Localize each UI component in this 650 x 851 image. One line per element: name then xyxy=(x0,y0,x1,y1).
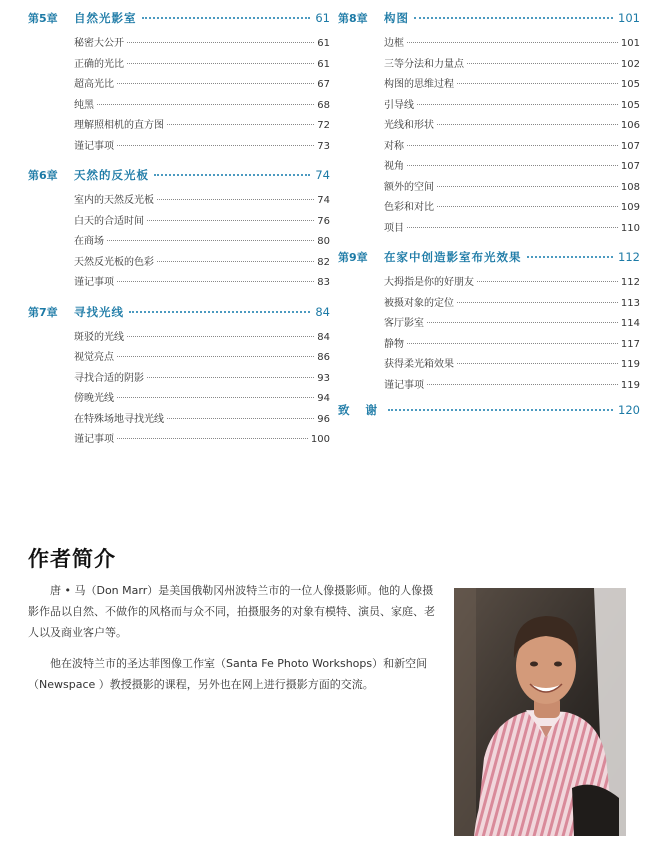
toc-item-page: 74 xyxy=(317,195,330,206)
spacer xyxy=(338,239,640,249)
toc-item-page: 67 xyxy=(317,79,330,90)
leader-dots xyxy=(147,219,314,221)
toc-item-page: 119 xyxy=(620,359,640,370)
toc-item[interactable] xyxy=(28,191,330,212)
toc-item[interactable] xyxy=(338,178,640,199)
toc-item-page: 108 xyxy=(620,181,640,193)
leader-dots xyxy=(117,355,314,357)
toc-item[interactable] xyxy=(28,253,330,274)
toc-item[interactable] xyxy=(28,430,330,451)
toc-item[interactable] xyxy=(28,116,330,137)
toc-item-label: 室内的天然反光板 xyxy=(74,195,154,206)
toc-item-page: 114 xyxy=(620,318,640,329)
toc-item-page: 106 xyxy=(620,120,640,131)
leader-dots xyxy=(167,123,314,125)
toc-item-label: 三等分法和力量点 xyxy=(384,58,464,70)
leader-dots xyxy=(527,255,614,258)
toc-item-label: 构图的思维过程 xyxy=(384,79,454,90)
toc-item[interactable] xyxy=(338,137,640,158)
leader-dots xyxy=(117,280,314,282)
leader-dots xyxy=(407,144,618,146)
leader-dots xyxy=(167,417,314,419)
chapter-number: 第5章 xyxy=(28,12,58,25)
toc-item-label: 寻找合适的阴影 xyxy=(74,372,144,384)
toc-item[interactable] xyxy=(338,294,640,315)
toc-item[interactable] xyxy=(338,157,640,178)
leader-dots xyxy=(157,198,314,200)
leader-dots xyxy=(154,173,310,176)
toc-item-page: 107 xyxy=(620,161,640,172)
toc-item-label: 对称 xyxy=(384,140,404,152)
toc-item-page: 109 xyxy=(620,202,640,213)
toc-item-label: 项目 xyxy=(384,222,404,234)
toc-item-label: 在特殊场地寻找光线 xyxy=(74,413,164,425)
leader-dots xyxy=(467,62,618,64)
toc-item[interactable] xyxy=(338,273,640,294)
leader-dots xyxy=(437,123,618,125)
chapter-title: 在家中创造影室布光效果 xyxy=(384,250,522,264)
toc-item[interactable] xyxy=(28,410,330,431)
leader-dots xyxy=(127,335,314,337)
chapter-page: 101 xyxy=(618,11,640,25)
toc-item-label: 视角 xyxy=(384,161,404,172)
about-paragraph: 他在波特兰市的圣达菲图像工作室（Santa Fe Photo Workshops）和新空间（Newspace ）教授摄影的课程，另外也在网上进行摄影方面的交流。 xyxy=(28,657,428,691)
toc-item[interactable] xyxy=(28,34,330,55)
leader-dots xyxy=(142,16,311,19)
toc-item[interactable] xyxy=(338,355,640,376)
leader-dots xyxy=(127,41,314,43)
toc-item-page: 112 xyxy=(620,277,640,288)
toc-item-page: 101 xyxy=(620,38,640,49)
toc-item-label: 秘密大公开 xyxy=(74,38,124,49)
toc-item[interactable] xyxy=(338,96,640,117)
leader-dots xyxy=(437,205,618,207)
toc-right-column xyxy=(338,10,640,423)
leader-dots xyxy=(407,342,618,344)
toc-item-label: 超高光比 xyxy=(74,79,114,90)
leader-dots xyxy=(427,383,618,385)
toc-item[interactable] xyxy=(28,389,330,410)
chapter-number: 第7章 xyxy=(28,305,58,319)
toc-item[interactable] xyxy=(338,335,640,356)
toc-item[interactable] xyxy=(338,198,640,219)
leader-dots xyxy=(157,260,314,262)
spacer xyxy=(28,294,330,304)
leader-dots xyxy=(457,301,618,303)
toc-chapter[interactable] xyxy=(28,10,330,31)
toc-item[interactable] xyxy=(28,137,330,158)
toc-item-label: 正确的光比 xyxy=(74,58,124,70)
leader-dots xyxy=(407,41,618,43)
toc-item-page: 82 xyxy=(317,256,330,268)
chapter-page: 74 xyxy=(315,168,330,182)
toc-item-label: 谨记事项 xyxy=(74,140,114,152)
toc-item[interactable] xyxy=(338,219,640,240)
toc-item-label: 大拇指是你的好朋友 xyxy=(384,277,474,288)
toc-item-label: 视觉亮点 xyxy=(74,352,114,363)
toc-item-label: 被摄对象的定位 xyxy=(384,297,454,309)
toc-item[interactable] xyxy=(28,273,330,294)
leader-dots xyxy=(127,62,314,64)
toc-item-label: 谨记事项 xyxy=(74,434,114,445)
toc-item-page: 76 xyxy=(317,215,330,227)
toc-item-page: 105 xyxy=(620,79,640,90)
toc-item-label: 在商场 xyxy=(74,236,104,247)
leader-dots xyxy=(107,239,314,241)
leader-dots xyxy=(147,376,314,378)
leader-dots xyxy=(117,144,314,146)
chapter-title: 自然光影室 xyxy=(74,11,137,25)
toc-item[interactable] xyxy=(338,55,640,76)
toc-item[interactable] xyxy=(338,116,640,137)
toc-left-column xyxy=(28,10,330,451)
leader-dots xyxy=(414,16,613,19)
toc-item-page: 107 xyxy=(620,140,640,152)
toc-item-page: 86 xyxy=(317,352,330,363)
toc-item-label: 引导线 xyxy=(384,99,414,111)
toc-item-page: 61 xyxy=(317,38,330,49)
toc-item-label: 光线和形状 xyxy=(384,120,434,131)
toc-item-label: 静物 xyxy=(384,338,404,350)
toc-item-label: 边框 xyxy=(384,38,404,49)
toc-item-label: 斑驳的光线 xyxy=(74,331,124,343)
chapter-title: 寻找光线 xyxy=(74,304,124,319)
toc-item-page: 84 xyxy=(317,331,330,343)
toc-item[interactable] xyxy=(28,96,330,117)
toc-item-page: 72 xyxy=(317,120,330,131)
toc-item[interactable] xyxy=(28,55,330,76)
spacer xyxy=(28,157,330,167)
toc-item[interactable] xyxy=(28,75,330,96)
toc-item[interactable] xyxy=(28,369,330,390)
toc-item[interactable] xyxy=(338,314,640,335)
leader-dots xyxy=(388,408,613,411)
about-heading: 作者简介 xyxy=(28,547,116,571)
leader-dots xyxy=(457,82,618,84)
leader-dots xyxy=(427,321,618,323)
leader-dots xyxy=(129,310,310,313)
toc-item-label: 天然反光板的色彩 xyxy=(74,256,154,268)
toc-item-label: 谨记事项 xyxy=(384,379,424,391)
chapter-page: 112 xyxy=(618,250,640,264)
toc-item[interactable] xyxy=(28,232,330,253)
toc-item-page: 105 xyxy=(620,99,640,111)
leader-dots xyxy=(407,164,618,166)
leader-dots xyxy=(117,437,308,439)
about-text xyxy=(28,580,438,705)
toc-item-label: 额外的空间 xyxy=(384,181,434,193)
toc-item[interactable] xyxy=(338,34,640,55)
toc-item-page: 117 xyxy=(620,338,640,350)
toc-item-label: 纯黑 xyxy=(74,99,94,111)
toc-item-page: 100 xyxy=(310,434,330,445)
toc-acknowledgements[interactable] xyxy=(338,402,640,423)
leader-dots xyxy=(97,103,314,105)
toc-item-page: 61 xyxy=(317,58,330,70)
toc-item-page: 68 xyxy=(317,99,330,111)
toc-item-label: 获得柔光箱效果 xyxy=(384,359,454,370)
toc-item-page: 80 xyxy=(317,236,330,247)
author-portrait-illustration xyxy=(454,588,626,836)
toc-item-page: 102 xyxy=(620,58,640,70)
toc-item[interactable] xyxy=(338,75,640,96)
toc-item-label: 理解照相机的直方图 xyxy=(74,120,164,131)
toc-chapter[interactable] xyxy=(338,249,640,270)
toc-item-label: 白天的合适时间 xyxy=(74,215,144,227)
toc-item[interactable] xyxy=(338,376,640,397)
chapter-title: 构图 xyxy=(384,11,409,25)
chapter-number: 第8章 xyxy=(338,12,368,25)
toc-item-page: 110 xyxy=(620,222,640,234)
acknowledgements-title: 致 谢 xyxy=(338,403,384,417)
toc-item-label: 谨记事项 xyxy=(74,277,114,288)
chapter-page: 84 xyxy=(315,304,330,319)
leader-dots xyxy=(407,226,618,228)
leader-dots xyxy=(117,396,314,398)
chapter-number: 第9章 xyxy=(338,251,368,264)
leader-dots xyxy=(457,362,618,364)
toc-item[interactable] xyxy=(28,328,330,349)
toc-item-page: 94 xyxy=(317,393,330,404)
toc-item-page: 113 xyxy=(620,297,640,309)
chapter-title: 天然的反光板 xyxy=(74,168,149,182)
toc-item-page: 83 xyxy=(317,277,330,288)
toc-item-page: 73 xyxy=(317,140,330,152)
toc-item-page: 93 xyxy=(317,372,330,384)
toc-item-label: 色彩和对比 xyxy=(384,202,434,213)
toc-item[interactable] xyxy=(28,348,330,369)
chapter-page: 61 xyxy=(315,11,330,25)
toc-item[interactable] xyxy=(28,212,330,233)
toc-item-page: 96 xyxy=(317,413,330,425)
toc-chapter[interactable] xyxy=(28,304,330,325)
toc-chapter[interactable] xyxy=(28,167,330,188)
chapter-number: 第6章 xyxy=(28,169,58,182)
toc-item-label: 傍晚光线 xyxy=(74,393,114,404)
toc-item-page: 119 xyxy=(620,379,640,391)
leader-dots xyxy=(117,82,314,84)
acknowledgements-page: 120 xyxy=(618,403,640,417)
leader-dots xyxy=(477,280,618,282)
about-paragraph: 唐 • 马（Don Marr）是美国俄勒冈州波特兰市的一位人像摄影师。他的人像摄影作品以自然、不做作的风格而与众不同，拍摄服务的对象有模特、演员、家庭、老人以及商业客户等。 xyxy=(28,584,435,639)
author-photo xyxy=(454,588,626,836)
leader-dots xyxy=(437,185,618,187)
toc-item-label: 客厅影室 xyxy=(384,318,424,329)
toc-chapter[interactable] xyxy=(338,10,640,31)
leader-dots xyxy=(417,103,618,105)
